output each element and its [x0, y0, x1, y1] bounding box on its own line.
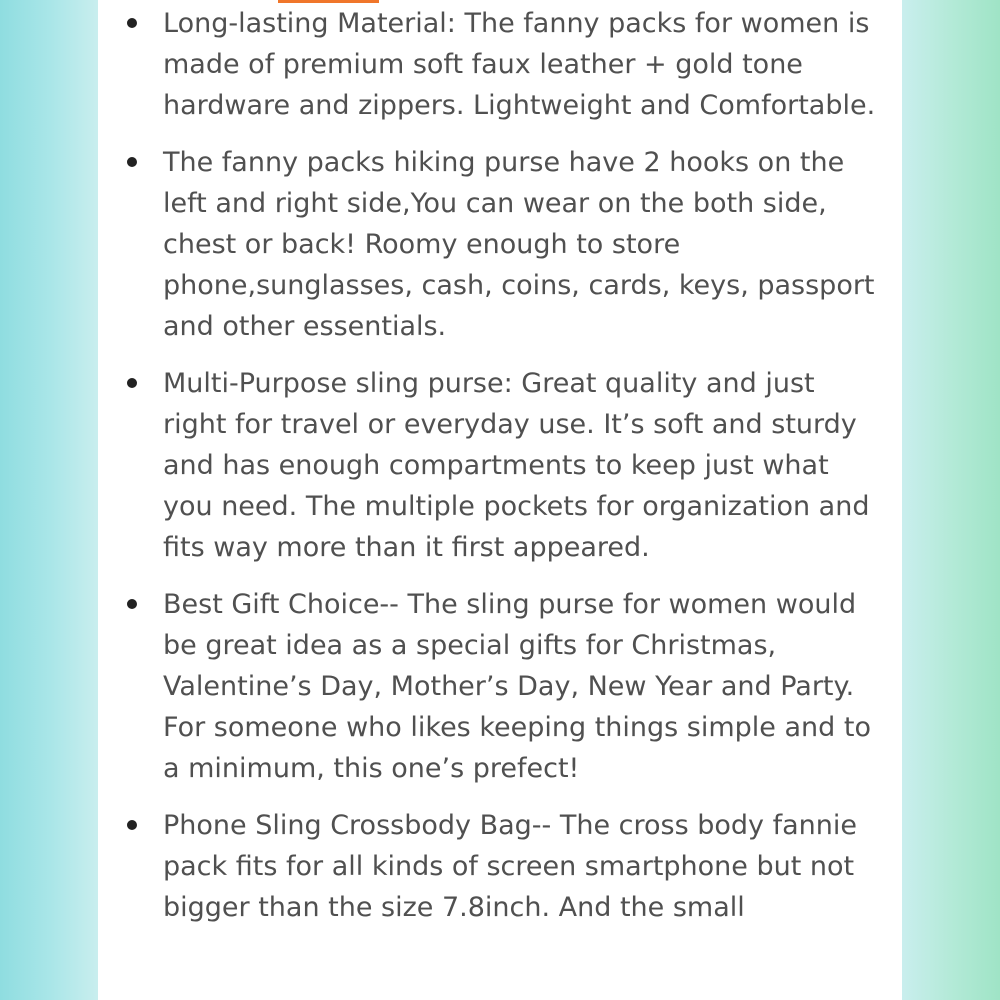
list-item — [98, 142, 902, 347]
bullet-text: Best Gift Choice-- The sling purse for women would be great idea as a special gifts for Christmas, Valentine’s Day, Mother’s Day, New Year and Party. For someone who likes keeping things simple and to a minimum, this one’s prefect! — [163, 589, 871, 784]
bullet-text: Long-lasting Material: The fanny packs for women is made of premium soft faux leather + gold tone hardware and zippers. Lightweight and Comfortable. — [163, 8, 876, 121]
list-item — [98, 363, 902, 568]
bullet-dot-icon — [127, 18, 137, 28]
bullet-dot-icon — [127, 820, 137, 830]
list-item — [98, 805, 902, 928]
product-description-panel — [98, 0, 902, 1000]
bullet-dot-icon — [127, 157, 137, 167]
feature-bullet-list — [98, 3, 902, 944]
list-item — [98, 584, 902, 789]
bullet-dot-icon — [127, 378, 137, 388]
bullet-text: The fanny packs hiking purse have 2 hooks on the left and right side,You can wear on the both side, chest or back! Roomy enough to store phone,sunglasses, cash, coins, cards, keys, passport and other essentials. — [163, 147, 875, 342]
bullet-text: Multi-Purpose sling purse: Great quality and just right for travel or everyday use. It’s soft and sturdy and has enough compartments to keep just what you need. The multiple pockets for organization and fits way more than it first appeared. — [163, 368, 870, 563]
bullet-dot-icon — [127, 599, 137, 609]
list-item — [98, 3, 902, 126]
bullet-text: Phone Sling Crossbody Bag-- The cross body fannie pack fits for all kinds of screen smartphone but not bigger than the size 7.8inch. And the small — [163, 810, 857, 923]
